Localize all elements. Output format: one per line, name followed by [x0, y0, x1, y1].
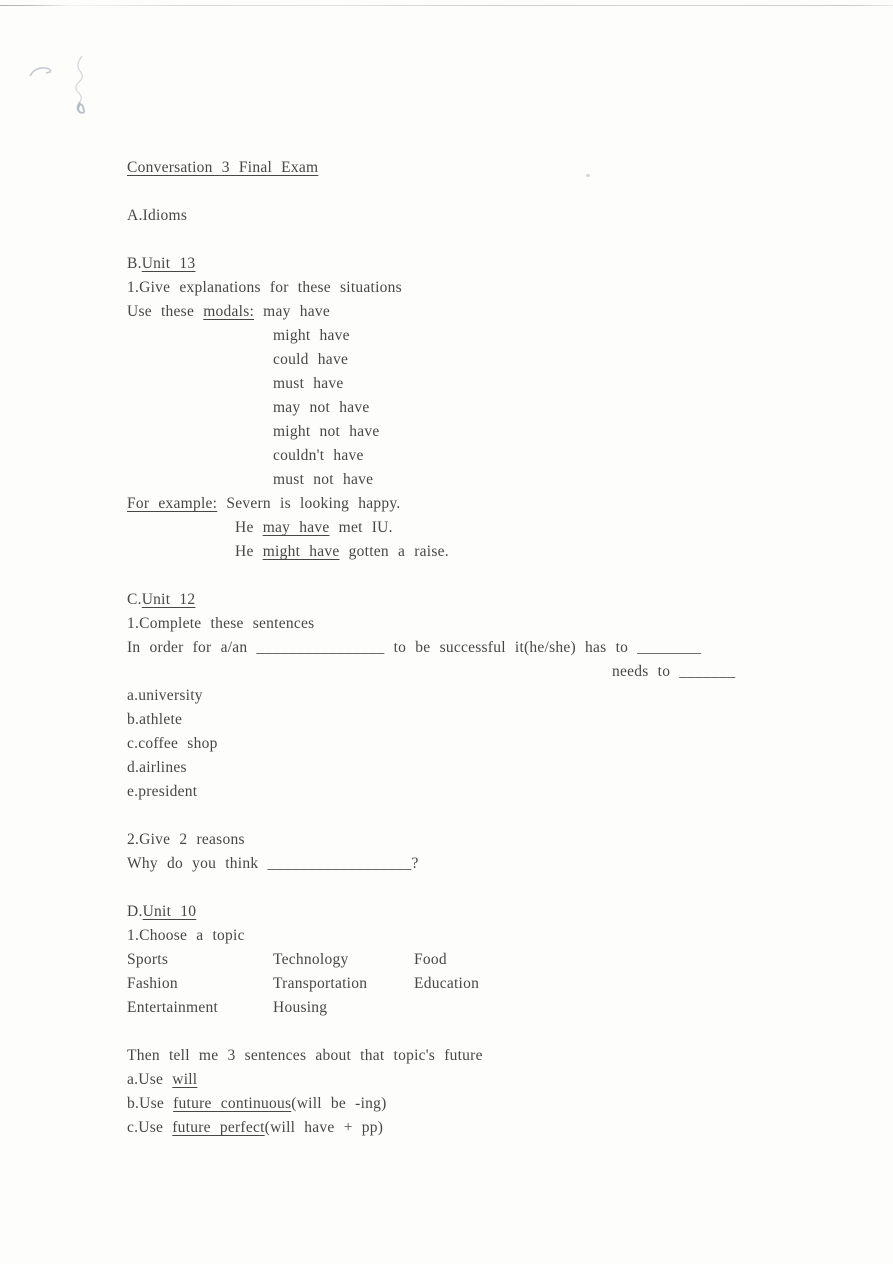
- text-line: [127, 660, 883, 684]
- text-line: [127, 492, 883, 516]
- text-segment: Then tell me 3 sentences about that topic's future: [127, 1047, 483, 1064]
- blank-line: [127, 1020, 883, 1044]
- text-segment: D.: [127, 903, 143, 920]
- text-segment: Housing: [273, 999, 328, 1016]
- text-segment: c.coffee shop: [127, 735, 218, 752]
- text-segment: (will be -ing): [291, 1095, 387, 1112]
- underlined-text: modals:: [203, 303, 255, 320]
- text-segment: must have: [273, 375, 344, 392]
- text-segment: Why do you think __________________?: [127, 855, 419, 872]
- text-segment: d.airlines: [127, 759, 187, 776]
- underlined-text: future continuous: [173, 1095, 292, 1112]
- text-segment: 1.Complete these sentences: [127, 615, 315, 632]
- text-line: [127, 468, 883, 492]
- text-line: [127, 324, 883, 348]
- blank-line: [127, 804, 883, 828]
- text-segment: b.athlete: [127, 711, 183, 728]
- underlined-text: Unit 12: [141, 591, 196, 608]
- text-segment: couldn't have: [273, 447, 364, 464]
- text-line: [127, 156, 883, 180]
- text-segment: Use these: [127, 303, 204, 320]
- text-segment: Sports: [127, 951, 169, 968]
- text-segment: He: [235, 543, 263, 560]
- blank-line: [127, 876, 883, 900]
- blank-line: [127, 180, 883, 204]
- text-line: [127, 732, 883, 756]
- text-line: [127, 780, 883, 804]
- text-segment: Education: [414, 975, 480, 992]
- text-segment: C.: [127, 591, 142, 608]
- text-segment: may have: [254, 303, 330, 320]
- text-line: [127, 636, 883, 660]
- text-segment: Severn is looking happy.: [217, 495, 401, 512]
- text-segment: 2.Give 2 reasons: [127, 831, 245, 848]
- scan-artifact-top-line: [0, 5, 893, 6]
- text-line: [127, 588, 883, 612]
- text-line: [127, 900, 883, 924]
- text-segment: In order for a/an ________________ to be successful it(he/she) has to ________: [127, 639, 702, 656]
- text-segment: a.Use: [127, 1071, 173, 1088]
- underlined-text: For example:: [127, 495, 218, 512]
- text-line: [127, 1116, 883, 1140]
- text-segment: might not have: [273, 423, 380, 440]
- document-page: [127, 156, 883, 1140]
- text-line: [127, 396, 883, 420]
- text-segment: Technology: [273, 951, 349, 968]
- underlined-text: will: [172, 1071, 198, 1088]
- text-segment: may not have: [273, 399, 370, 416]
- text-line: [127, 516, 883, 540]
- text-segment: Fashion: [127, 975, 178, 992]
- text-segment: e.president: [127, 783, 198, 800]
- text-line: [127, 852, 883, 876]
- text-line: [127, 972, 883, 996]
- text-line: [127, 204, 883, 228]
- text-line: [127, 924, 883, 948]
- text-segment: Food: [414, 951, 447, 968]
- text-line: [127, 1068, 883, 1092]
- underlined-text: future perfect: [172, 1119, 265, 1136]
- blank-line: [127, 228, 883, 252]
- text-segment: He: [235, 519, 263, 536]
- text-segment: B.: [127, 255, 142, 272]
- text-segment: Transportation: [273, 975, 368, 992]
- text-segment: 1.Give explanations for these situations: [127, 279, 402, 296]
- underlined-text: Conversation 3 Final Exam: [127, 159, 319, 176]
- text-line: [127, 828, 883, 852]
- text-segment: gotten a raise.: [339, 543, 449, 560]
- text-line: [127, 612, 883, 636]
- text-segment: might have: [273, 327, 350, 344]
- underlined-text: may have: [262, 519, 330, 536]
- text-line: [127, 756, 883, 780]
- text-line: [127, 1092, 883, 1116]
- text-segment: A.Idioms: [127, 207, 188, 224]
- text-segment: must not have: [273, 471, 374, 488]
- text-segment: Entertainment: [127, 999, 219, 1016]
- text-line: [127, 1044, 883, 1068]
- text-line: [127, 684, 883, 708]
- text-line: [127, 444, 883, 468]
- text-segment: a.university: [127, 687, 203, 704]
- text-line: [127, 996, 883, 1020]
- text-segment: 1.Choose a topic: [127, 927, 245, 944]
- text-line: [127, 300, 883, 324]
- underlined-text: Unit 10: [142, 903, 197, 920]
- text-line: [127, 420, 883, 444]
- text-line: [127, 708, 883, 732]
- text-line: [127, 540, 883, 564]
- underlined-text: might have: [262, 543, 340, 560]
- text-segment: met IU.: [329, 519, 393, 536]
- text-segment: b.Use: [127, 1095, 174, 1112]
- text-segment: could have: [273, 351, 349, 368]
- pen-mark-icon: [18, 50, 148, 125]
- text-line: [127, 276, 883, 300]
- underlined-text: Unit 13: [141, 255, 196, 272]
- text-line: [127, 348, 883, 372]
- text-line: [127, 372, 883, 396]
- text-line: [127, 948, 883, 972]
- text-line: [127, 252, 883, 276]
- text-segment: c.Use: [127, 1119, 173, 1136]
- text-segment: needs to _______: [612, 663, 736, 680]
- blank-line: [127, 564, 883, 588]
- text-segment: (will have + pp): [264, 1119, 384, 1136]
